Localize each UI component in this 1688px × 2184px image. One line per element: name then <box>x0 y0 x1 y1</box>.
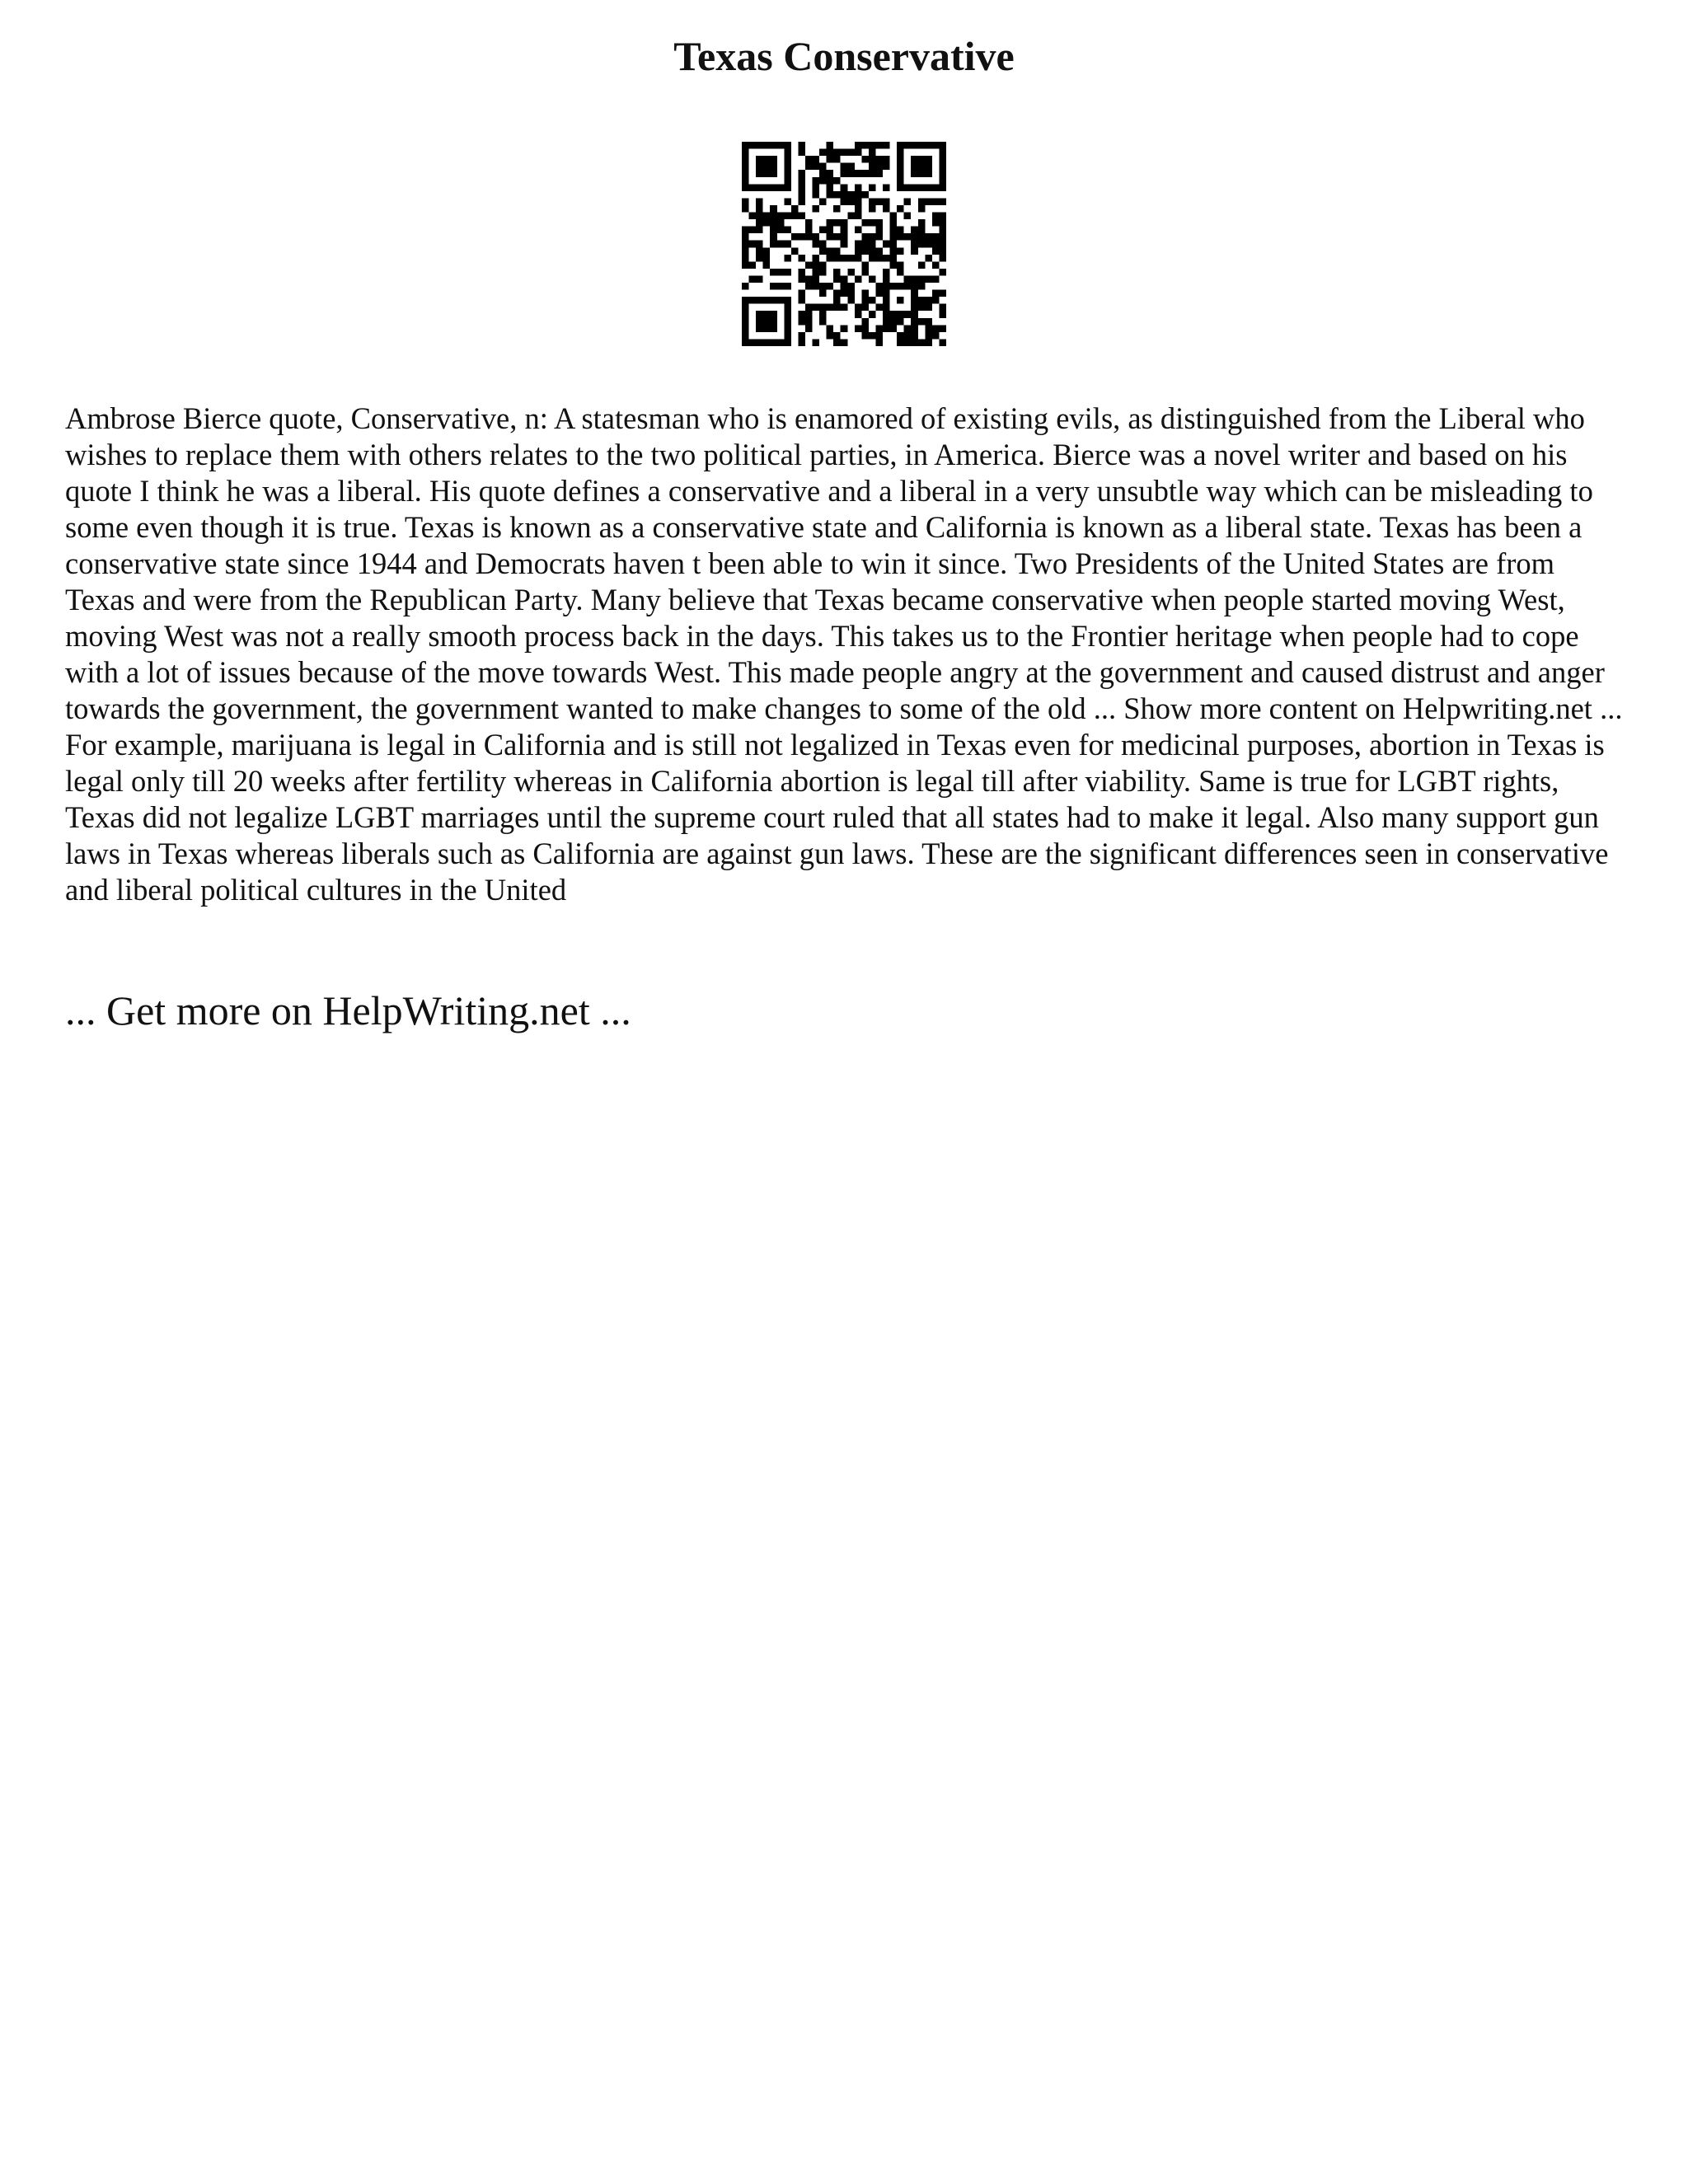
paragraph: For example, marijuana is legal in California and is still not legalized in Texas even for medicinal purposes, abortion in Texas is legal only till 20 weeks after fertility whereas in California abortion is legal till after viability. Same is true for LGBT rights, Texas did not legalize LGBT marriages until the supreme court ruled that all states had to make it legal. Also many support gun laws in Texas whereas liberals such as California are against gun laws. These are the significant differences seen in conservative and liberal political cultures in the United <box>65 728 1609 907</box>
paragraph: Ambrose Bierce quote, Conservative, n: A statesman who is enamored of existing evils, as distinguished from the Liberal who wishes to replace them with others relates to the two political parties, in America. Bierce was a novel writer and based on his quote I think he was a liberal. His quote defines a conservative and a liberal in a very unsubtle way which can be misleading to some even though it is true. Texas is known as a conservative state and California is known as a liberal state. Texas has been a conservative state since 1944 and Democrats haven t been able to win it since. Two Presidents of the United States are from Texas and were from the Republican Party. Many believe that Texas became conservative when people started moving West, moving West was not a really smooth process back in the days. This takes us to the Frontier heritage when people had to cope with a lot of issues because of the move towards West. This made people angry at the government and caused distrust and anger towards the government, the government wanted to make changes to some of the old ... Show more content on Helpwriting.net ... <box>65 401 1623 725</box>
article-body <box>65 401 1631 908</box>
get-more-link[interactable]: ... Get more on HelpWriting.net ... <box>65 987 631 1033</box>
qr-code-icon <box>742 142 946 346</box>
page-title: Texas Conservative <box>673 33 1015 79</box>
